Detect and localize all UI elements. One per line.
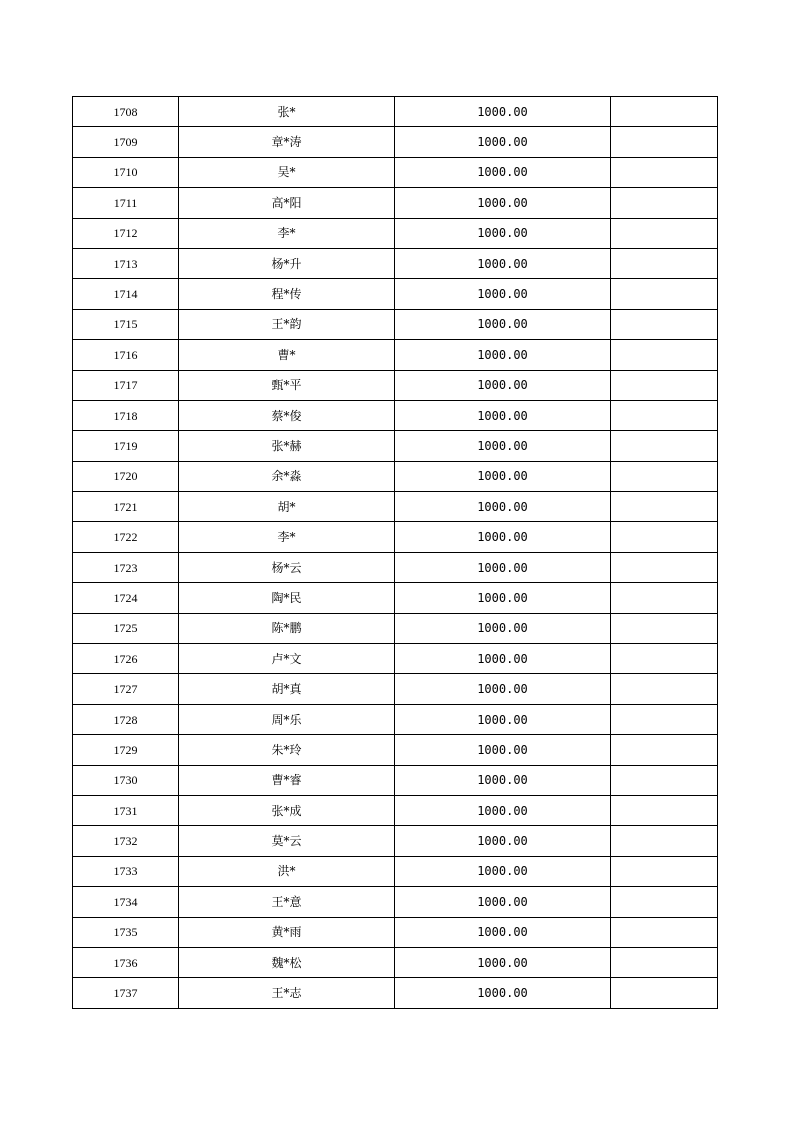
note-cell — [611, 400, 718, 430]
amount-cell: 1000.00 — [395, 795, 611, 825]
amount-cell: 1000.00 — [395, 552, 611, 582]
name-cell: 莫*云 — [179, 826, 395, 856]
table-row — [73, 552, 718, 582]
table-row — [73, 826, 718, 856]
row-number-cell: 1711 — [73, 188, 179, 218]
amount-cell: 1000.00 — [395, 370, 611, 400]
name-cell: 胡*真 — [179, 674, 395, 704]
note-cell — [611, 644, 718, 674]
name-cell: 王*意 — [179, 887, 395, 917]
amount-cell: 1000.00 — [395, 887, 611, 917]
name-cell: 卢*文 — [179, 644, 395, 674]
note-cell — [611, 674, 718, 704]
amount-cell: 1000.00 — [395, 947, 611, 977]
amount-cell: 1000.00 — [395, 644, 611, 674]
name-cell: 朱*玲 — [179, 735, 395, 765]
amount-cell: 1000.00 — [395, 340, 611, 370]
note-cell — [611, 826, 718, 856]
table-row — [73, 917, 718, 947]
note-cell — [611, 431, 718, 461]
row-number-cell: 1733 — [73, 856, 179, 886]
note-cell — [611, 583, 718, 613]
row-number-cell: 1724 — [73, 583, 179, 613]
table-row — [73, 492, 718, 522]
row-number-cell: 1715 — [73, 309, 179, 339]
amount-cell: 1000.00 — [395, 583, 611, 613]
note-cell — [611, 522, 718, 552]
table-row — [73, 583, 718, 613]
row-number-cell: 1716 — [73, 340, 179, 370]
amount-cell: 1000.00 — [395, 218, 611, 248]
name-cell: 张* — [179, 97, 395, 127]
table-row — [73, 978, 718, 1008]
amount-cell: 1000.00 — [395, 826, 611, 856]
row-number-cell: 1737 — [73, 978, 179, 1008]
note-cell — [611, 552, 718, 582]
row-number-cell: 1717 — [73, 370, 179, 400]
note-cell — [611, 947, 718, 977]
name-cell: 程*传 — [179, 279, 395, 309]
name-cell: 胡* — [179, 492, 395, 522]
note-cell — [611, 97, 718, 127]
row-number-cell: 1735 — [73, 917, 179, 947]
table-row — [73, 765, 718, 795]
table-row — [73, 613, 718, 643]
name-cell: 杨*云 — [179, 552, 395, 582]
amount-cell: 1000.00 — [395, 127, 611, 157]
table-row — [73, 188, 718, 218]
name-cell: 曹*睿 — [179, 765, 395, 795]
row-number-cell: 1714 — [73, 279, 179, 309]
amount-cell: 1000.00 — [395, 856, 611, 886]
table-row — [73, 218, 718, 248]
row-number-cell: 1730 — [73, 765, 179, 795]
note-cell — [611, 157, 718, 187]
name-cell: 章*涛 — [179, 127, 395, 157]
note-cell — [611, 492, 718, 522]
name-cell: 张*赫 — [179, 431, 395, 461]
name-cell: 魏*松 — [179, 947, 395, 977]
name-cell: 蔡*俊 — [179, 400, 395, 430]
row-number-cell: 1723 — [73, 552, 179, 582]
amount-cell: 1000.00 — [395, 522, 611, 552]
name-cell: 甄*平 — [179, 370, 395, 400]
amount-cell: 1000.00 — [395, 765, 611, 795]
row-number-cell: 1719 — [73, 431, 179, 461]
table-row — [73, 795, 718, 825]
amount-cell: 1000.00 — [395, 279, 611, 309]
name-cell: 吴* — [179, 157, 395, 187]
row-number-cell: 1708 — [73, 97, 179, 127]
name-cell: 黄*雨 — [179, 917, 395, 947]
row-number-cell: 1710 — [73, 157, 179, 187]
name-cell: 周*乐 — [179, 704, 395, 734]
table-row — [73, 279, 718, 309]
name-cell: 杨*升 — [179, 248, 395, 278]
amount-cell: 1000.00 — [395, 97, 611, 127]
row-number-cell: 1736 — [73, 947, 179, 977]
table-row — [73, 856, 718, 886]
table-row — [73, 157, 718, 187]
note-cell — [611, 218, 718, 248]
table-row — [73, 947, 718, 977]
table-row — [73, 400, 718, 430]
table-row — [73, 887, 718, 917]
name-cell: 高*阳 — [179, 188, 395, 218]
name-cell: 张*成 — [179, 795, 395, 825]
note-cell — [611, 279, 718, 309]
name-cell: 王*志 — [179, 978, 395, 1008]
amount-cell: 1000.00 — [395, 674, 611, 704]
table-row — [73, 522, 718, 552]
name-cell: 陶*民 — [179, 583, 395, 613]
note-cell — [611, 613, 718, 643]
amount-cell: 1000.00 — [395, 461, 611, 491]
note-cell — [611, 735, 718, 765]
recipient-table — [72, 96, 718, 1009]
amount-cell: 1000.00 — [395, 188, 611, 218]
table-row — [73, 309, 718, 339]
amount-cell: 1000.00 — [395, 400, 611, 430]
amount-cell: 1000.00 — [395, 917, 611, 947]
amount-cell: 1000.00 — [395, 431, 611, 461]
row-number-cell: 1718 — [73, 400, 179, 430]
table-row — [73, 704, 718, 734]
row-number-cell: 1728 — [73, 704, 179, 734]
name-cell: 王*韵 — [179, 309, 395, 339]
note-cell — [611, 795, 718, 825]
table-row — [73, 674, 718, 704]
row-number-cell: 1727 — [73, 674, 179, 704]
row-number-cell: 1712 — [73, 218, 179, 248]
row-number-cell: 1721 — [73, 492, 179, 522]
note-cell — [611, 127, 718, 157]
note-cell — [611, 309, 718, 339]
row-number-cell: 1722 — [73, 522, 179, 552]
note-cell — [611, 461, 718, 491]
note-cell — [611, 188, 718, 218]
name-cell: 曹* — [179, 340, 395, 370]
note-cell — [611, 856, 718, 886]
row-number-cell: 1709 — [73, 127, 179, 157]
amount-cell: 1000.00 — [395, 613, 611, 643]
table-row — [73, 431, 718, 461]
note-cell — [611, 370, 718, 400]
note-cell — [611, 765, 718, 795]
row-number-cell: 1726 — [73, 644, 179, 674]
row-number-cell: 1729 — [73, 735, 179, 765]
note-cell — [611, 704, 718, 734]
table-row — [73, 97, 718, 127]
row-number-cell: 1713 — [73, 248, 179, 278]
table-row — [73, 370, 718, 400]
table-row — [73, 340, 718, 370]
table-row — [73, 248, 718, 278]
row-number-cell: 1734 — [73, 887, 179, 917]
name-cell: 陈*鹏 — [179, 613, 395, 643]
row-number-cell: 1732 — [73, 826, 179, 856]
table-row — [73, 127, 718, 157]
table-row — [73, 735, 718, 765]
amount-cell: 1000.00 — [395, 735, 611, 765]
amount-cell: 1000.00 — [395, 492, 611, 522]
note-cell — [611, 248, 718, 278]
name-cell: 洪* — [179, 856, 395, 886]
amount-cell: 1000.00 — [395, 978, 611, 1008]
amount-cell: 1000.00 — [395, 157, 611, 187]
row-number-cell: 1720 — [73, 461, 179, 491]
name-cell: 李* — [179, 218, 395, 248]
row-number-cell: 1725 — [73, 613, 179, 643]
note-cell — [611, 917, 718, 947]
amount-cell: 1000.00 — [395, 248, 611, 278]
table-row — [73, 461, 718, 491]
amount-cell: 1000.00 — [395, 309, 611, 339]
note-cell — [611, 340, 718, 370]
amount-cell: 1000.00 — [395, 704, 611, 734]
table-body — [73, 97, 718, 1009]
note-cell — [611, 978, 718, 1008]
table-row — [73, 644, 718, 674]
row-number-cell: 1731 — [73, 795, 179, 825]
name-cell: 余*淼 — [179, 461, 395, 491]
note-cell — [611, 887, 718, 917]
name-cell: 李* — [179, 522, 395, 552]
